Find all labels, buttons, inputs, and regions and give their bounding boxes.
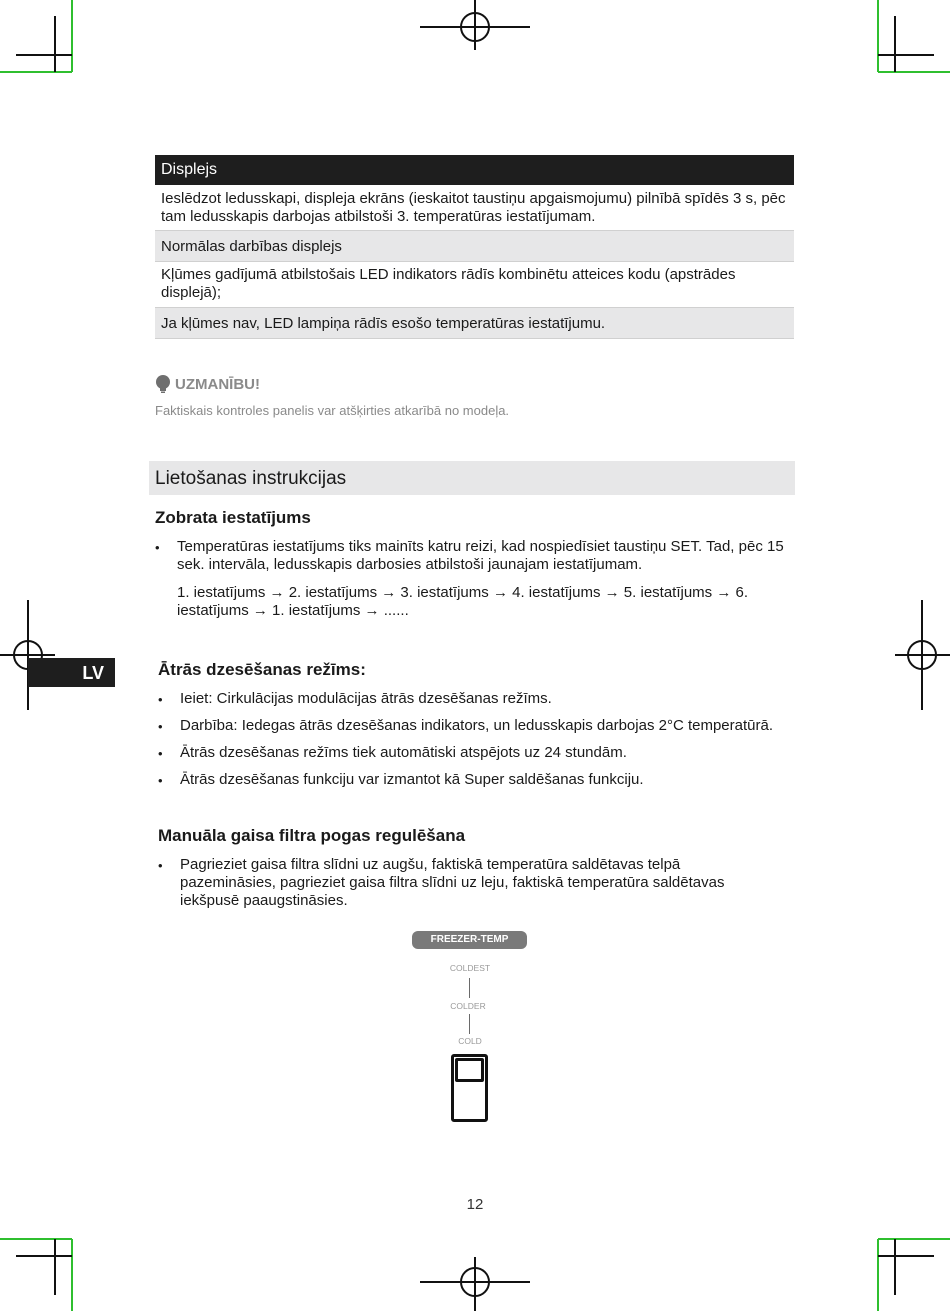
- display-table-row: [155, 231, 794, 262]
- air-filter-title: Manuāla gaisa filtra pogas regulēšana: [158, 826, 466, 845]
- level-label-colder: COLDER: [450, 1001, 486, 1011]
- freezer-temp-badge: FREEZER-TEMP: [412, 931, 527, 949]
- level-connector: [469, 978, 470, 998]
- gear-setting-text: Temperatūras iestatījums tiks mainīts katru reizi, kad nospiedīsiet taustiņu SET. Tad, pēc 15 sek. intervāla, ledusskapis darbosies atbilstoši jaunajam iestatījumam.: [177, 538, 784, 573]
- bullet-marker: •: [158, 692, 163, 707]
- display-table-cell: Ja kļūmes nav, LED lampiņa rādīs esošo temperatūras iestatījumu.: [161, 315, 606, 332]
- fast-cooling-item: Ieiet: Cirkulācijas modulācijas ātrās dzesēšanas režīms.: [180, 690, 552, 707]
- gear-setting-sequence: 1. iestatījums → 2. iestatījums → 3. iestatījums → 4. iestatījums → 5. iestatījums → 6. iestatījums → 1. iestatījums → ......: [177, 584, 749, 619]
- display-table-cell: Kļūmes gadījumā atbilstošais LED indikators rādīs kombinētu atteices kodu (apstrādes displejā);: [161, 266, 736, 301]
- crop-mark-top-left: [0, 0, 72, 72]
- section-title: Lietošanas instrukcijas: [149, 461, 795, 495]
- fast-cooling-item: Darbība: Iedegas ātrās dzesēšanas indikators, un ledusskapis darbojas 2°C temperatūrā.: [180, 717, 773, 734]
- level-connector: [469, 1014, 470, 1034]
- bullet-marker: •: [158, 773, 163, 788]
- caution-heading: [155, 375, 260, 393]
- registration-mark-left: [0, 600, 55, 710]
- registration-mark-bottom: [420, 1257, 530, 1311]
- fast-cooling-title: Ātrās dzesēšanas režīms:: [158, 660, 366, 679]
- crop-mark-top-right: [878, 0, 950, 72]
- registration-mark-top: [420, 0, 530, 50]
- caution-title: UZMANĪBU!: [175, 375, 260, 393]
- bullet-marker: •: [158, 746, 163, 761]
- display-table-row: [155, 262, 794, 308]
- display-table-cell: Ieslēdzot ledusskapi, displeja ekrāns (ieskaitot taustiņu apgaismojumu) pilnībā spīdēs 3 s, pēc tam ledusskapis darbojas atbilstoši 3. temperatūras iestatījumam.: [161, 190, 786, 225]
- language-tab: LV: [28, 658, 115, 687]
- level-label-cold: COLD: [458, 1036, 482, 1046]
- gear-setting-title: Zobrata iestatījums: [155, 508, 311, 527]
- air-filter-text: Pagrieziet gaisa filtra slīdni uz augšu, faktiskā temperatūra saldētavas telpā pazemināsies, pagrieziet gaisa filtra slīdni uz leju, faktiskā temperatūra saldētavas iekšpusē paaugstināsies.: [180, 856, 725, 909]
- display-table-row: [155, 185, 794, 231]
- display-table-cell: Normālas darbības displejs: [161, 238, 342, 255]
- bullet-marker: •: [155, 540, 160, 555]
- level-label-coldest: COLDEST: [449, 963, 491, 973]
- crop-mark-bottom-left: [0, 1239, 72, 1311]
- bullet-marker: •: [158, 719, 163, 734]
- crop-mark-bottom-right: [878, 1239, 950, 1311]
- fast-cooling-item: Ātrās dzesēšanas režīms tiek automātiski atspējots uz 24 stundām.: [180, 744, 627, 761]
- page-number: 12: [466, 1196, 484, 1213]
- bullet-marker: •: [158, 858, 163, 873]
- air-filter-slider-knob: [455, 1058, 484, 1082]
- lightbulb-icon: [155, 375, 171, 393]
- registration-mark-right: [895, 600, 950, 710]
- caution-text: Faktiskais kontroles panelis var atšķirties atkarībā no modeļa.: [155, 403, 510, 418]
- fast-cooling-item: Ātrās dzesēšanas funkciju var izmantot kā Super saldēšanas funkciju.: [180, 771, 644, 788]
- display-table-row: [155, 308, 794, 339]
- display-table-heading: Displejs: [155, 155, 794, 185]
